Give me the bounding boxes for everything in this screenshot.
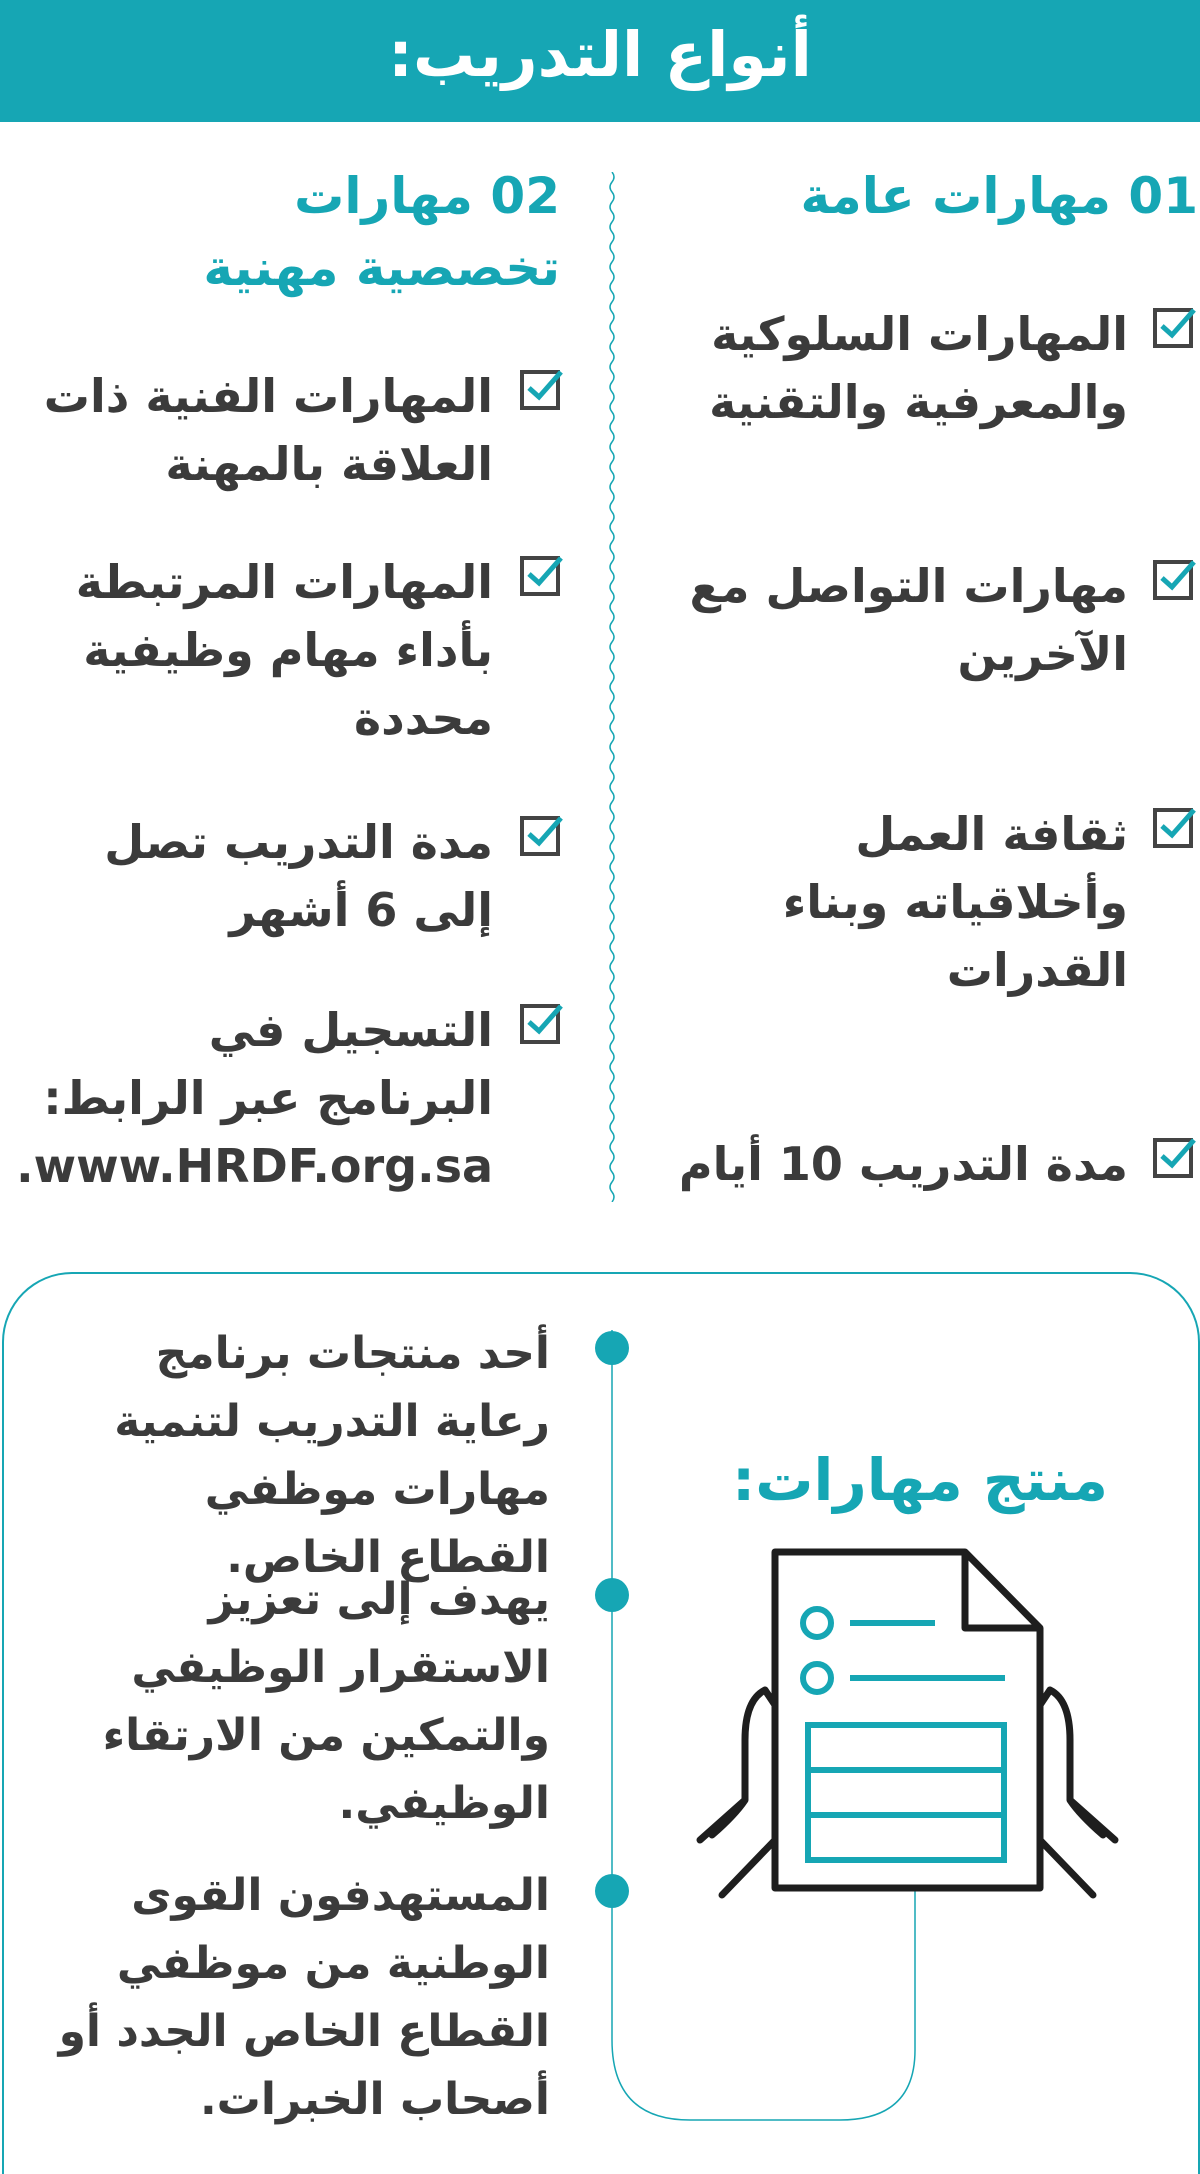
professional-item-1 — [30, 362, 565, 498]
general-item-3 — [640, 800, 1200, 1004]
bullet-dot — [595, 1331, 629, 1365]
checkbox-check-icon — [519, 552, 565, 598]
general-item-2 — [640, 552, 1200, 688]
general-item-text: ثقافة العمل وأخلاقياته وبناء القدرات — [782, 807, 1128, 997]
checkbox-check-icon — [519, 1000, 565, 1046]
product-bullet-2: يهدف إلى تعزيز الاستقرار الوظيفي والتمكين من الارتقاء الوظيفي. — [102, 1574, 550, 1829]
general-item-text: مهارات التواصل مع الآخرين — [689, 559, 1128, 681]
professional-item-3 — [30, 808, 565, 944]
professional-item-text: المهارات الفنية ذات العلاقة بالمهنة — [43, 369, 493, 491]
page-title: أنواع التدريب: — [388, 18, 812, 91]
checkbox-check-icon — [1152, 304, 1198, 350]
document-in-hands-icon — [690, 1540, 1130, 1920]
general-item-text: المهارات السلوكية والمعرفية والتقنية — [709, 307, 1128, 429]
column-divider — [608, 172, 616, 1202]
checkbox-check-icon — [519, 812, 565, 858]
professional-item-2 — [30, 548, 565, 752]
general-item-text: مدة التدريب 10 أيام — [678, 1137, 1128, 1191]
product-bullet-3: المستهدفون القوى الوطنية من موظفي القطاع الخاص الجدد أو أصحاب الخبرات. — [58, 1870, 550, 2125]
checkbox-check-icon — [1152, 804, 1198, 850]
registration-text: التسجيل في البرنامج عبر الرابط: www.HRDF.org.sa. — [16, 1003, 493, 1193]
professional-skills-title: 02 مهارات تخصصية مهنية — [203, 167, 560, 297]
professional-item-text: مدة التدريب تصل إلى 6 أشهر — [104, 815, 493, 937]
professional-item-text: المهارات المرتبطة بأداء مهام وظيفية محددة — [75, 555, 493, 745]
general-item-1 — [640, 300, 1200, 436]
product-title: منتج مهارات: — [732, 1446, 1108, 1514]
product-bullet-1: أحد منتجات برنامج رعاية التدريب لتنمية مهارات موظفي القطاع الخاص. — [114, 1328, 550, 1583]
checkbox-check-icon — [1152, 556, 1198, 602]
bullet-dot — [595, 1874, 629, 1908]
general-item-4 — [640, 1130, 1200, 1198]
professional-item-4 — [16, 996, 565, 1200]
bullet-dot — [595, 1578, 629, 1612]
checkbox-check-icon — [1152, 1134, 1198, 1180]
general-skills-title: 01 مهارات عامة — [800, 167, 1198, 225]
checkbox-check-icon — [519, 366, 565, 412]
